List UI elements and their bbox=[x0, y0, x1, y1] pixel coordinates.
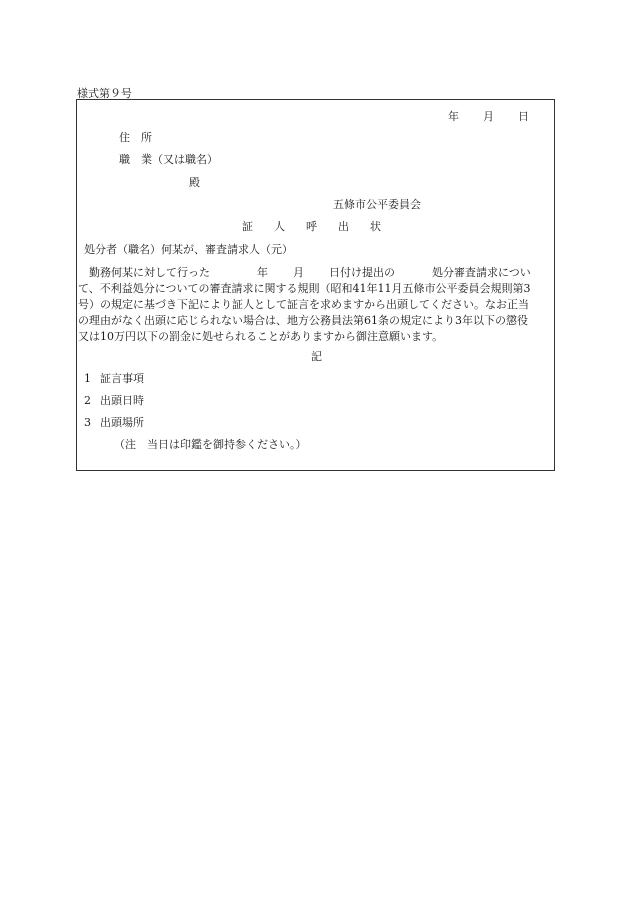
title-char-5: 状 bbox=[370, 220, 381, 233]
occupation-label: 職 業（又は職名） bbox=[119, 153, 218, 166]
item-number: 1 bbox=[84, 372, 91, 385]
body-line-2: て、不利益処分についての審査請求に関する規則（昭和41年11月五條市公平委員会規則第3 bbox=[78, 282, 531, 295]
date-day: 日 bbox=[518, 110, 529, 123]
title-char-4: 出 bbox=[338, 220, 349, 233]
body-line-5: 又は10万円以下の罰金に処せられることがありますから御注意願います。 bbox=[78, 330, 444, 343]
honorific: 殿 bbox=[189, 176, 200, 189]
body-line-1a: 勤務何某に対して行った bbox=[89, 266, 210, 279]
body-line-1b: 日付け提出の bbox=[329, 266, 395, 279]
body-line-4: の理由がなく出頭に応じられない場合は、地方公務員法第61条の規定により3年以下の懲役 bbox=[78, 314, 528, 327]
list-item bbox=[84, 373, 144, 384]
list-item bbox=[84, 395, 144, 406]
issuer-name: 五條市公平委員会 bbox=[333, 198, 421, 211]
item-number: 3 bbox=[84, 416, 91, 429]
note-line: （注 当日は印鑑を御持参ください。） bbox=[114, 438, 307, 451]
body-line-1-month: 月 bbox=[293, 266, 304, 279]
body-line-1-year: 年 bbox=[257, 266, 268, 279]
list-item bbox=[84, 417, 144, 428]
item-label: 証言事項 bbox=[100, 372, 144, 385]
date-month: 月 bbox=[483, 110, 494, 123]
title-char-3: 呼 bbox=[306, 220, 317, 233]
address-label: 住 所 bbox=[119, 131, 152, 144]
body-paragraph bbox=[78, 265, 554, 345]
item-number: 2 bbox=[84, 394, 91, 407]
item-label: 出頭場所 bbox=[100, 416, 144, 429]
title-char-1: 証 bbox=[242, 220, 253, 233]
title-char-2: 人 bbox=[274, 220, 285, 233]
body-line-1c: 処分審査請求につい bbox=[432, 266, 531, 279]
item-label: 出頭日時 bbox=[100, 394, 144, 407]
date-year: 年 bbox=[448, 110, 459, 123]
body-line-3: 号）の規定に基づき下記により証人として証言を求めますから出頭してください。なお正当 bbox=[78, 298, 529, 311]
form-frame bbox=[76, 99, 555, 471]
body-line-1 bbox=[78, 265, 554, 281]
document-title bbox=[242, 221, 381, 232]
date-line bbox=[448, 111, 529, 122]
ki-heading: 記 bbox=[311, 350, 322, 363]
intro-line: 処分者（職名）何某が、審査請求人（元） bbox=[84, 243, 293, 256]
form-number: 様式第９号 bbox=[77, 87, 132, 100]
